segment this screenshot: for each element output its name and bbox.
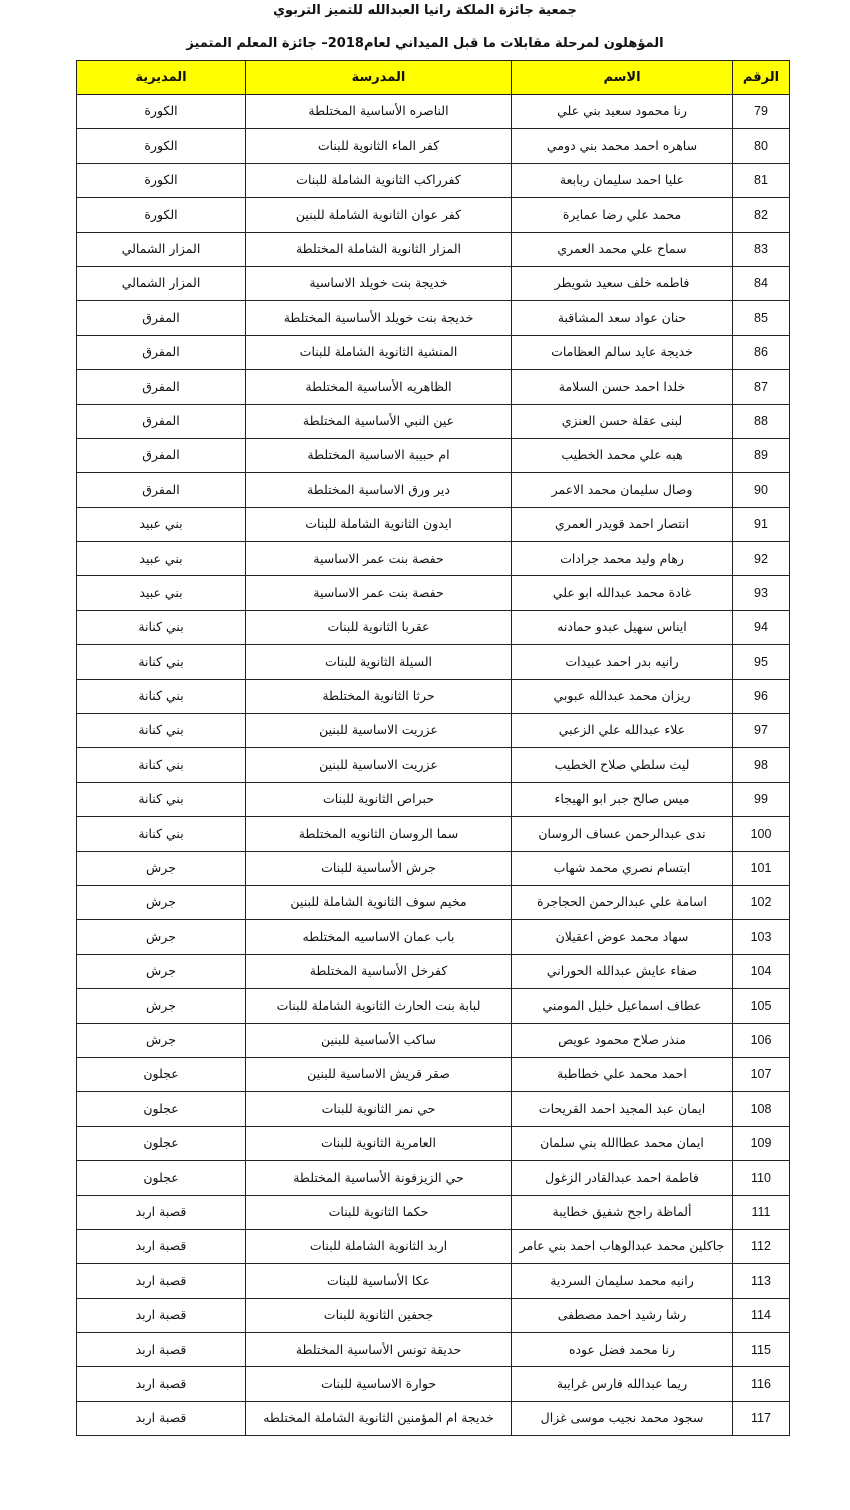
- table-row: [77, 370, 790, 404]
- row-school: حرثا الثانوية المختلطة: [246, 679, 512, 713]
- row-number: 81: [733, 163, 790, 197]
- row-directorate: المفرق: [77, 473, 246, 507]
- row-school: جحفين الثانوية للبنات: [246, 1298, 512, 1332]
- row-name: خلدا احمد حسن السلامة: [512, 370, 733, 404]
- row-name: خديجة عايد سالم العظامات: [512, 335, 733, 369]
- row-directorate: جرش: [77, 1023, 246, 1057]
- row-number: 93: [733, 576, 790, 610]
- table-row: [77, 679, 790, 713]
- row-name: ساهره احمد محمد بني دومي: [512, 129, 733, 163]
- row-school: حفصة بنت عمر الاساسية: [246, 542, 512, 576]
- row-directorate: قصبة اربد: [77, 1195, 246, 1229]
- row-directorate: جرش: [77, 989, 246, 1023]
- row-name: سماح علي محمد العمري: [512, 232, 733, 266]
- row-number: 105: [733, 989, 790, 1023]
- row-school: حي نمر الثانوية للبنات: [246, 1092, 512, 1126]
- table-row: [77, 748, 790, 782]
- row-directorate: المفرق: [77, 370, 246, 404]
- row-number: 109: [733, 1126, 790, 1160]
- table-row: [77, 1298, 790, 1332]
- row-school: كفرراكب الثانوية الشاملة للبنات: [246, 163, 512, 197]
- row-number: 113: [733, 1264, 790, 1298]
- row-number: 102: [733, 885, 790, 919]
- table-row: [77, 851, 790, 885]
- table-row: [77, 507, 790, 541]
- row-school: خديجة بنت خويلد الأساسية المختلطة: [246, 301, 512, 335]
- row-name: رانيه محمد سليمان السردية: [512, 1264, 733, 1298]
- row-directorate: الكورة: [77, 129, 246, 163]
- row-directorate: قصبة اربد: [77, 1367, 246, 1401]
- row-number: 87: [733, 370, 790, 404]
- row-directorate: المفرق: [77, 404, 246, 438]
- column-header-directorate: المديرية: [77, 61, 246, 95]
- row-school: العامرية الثانوية للبنات: [246, 1126, 512, 1160]
- row-directorate: الكورة: [77, 163, 246, 197]
- row-directorate: بني كنانة: [77, 817, 246, 851]
- row-number: 110: [733, 1161, 790, 1195]
- row-directorate: جرش: [77, 885, 246, 919]
- row-directorate: بني كنانة: [77, 610, 246, 644]
- row-number: 103: [733, 920, 790, 954]
- row-number: 101: [733, 851, 790, 885]
- row-school: عين النبي الأساسية المختلطة: [246, 404, 512, 438]
- row-number: 117: [733, 1401, 790, 1435]
- row-number: 90: [733, 473, 790, 507]
- row-directorate: قصبة اربد: [77, 1333, 246, 1367]
- row-name: سهاد محمد عوض اعقيلان: [512, 920, 733, 954]
- candidates-table: [76, 60, 790, 1436]
- table-row: [77, 714, 790, 748]
- column-header-number: الرقم: [733, 61, 790, 95]
- row-directorate: قصبة اربد: [77, 1298, 246, 1332]
- table-row: [77, 404, 790, 438]
- table-row: [77, 645, 790, 679]
- row-directorate: قصبة اربد: [77, 1264, 246, 1298]
- row-name: جاكلين محمد عبدالوهاب احمد بني عامر: [512, 1229, 733, 1263]
- row-school: الناصره الأساسية المختلطة: [246, 95, 512, 129]
- row-name: عليا احمد سليمان ربابعة: [512, 163, 733, 197]
- row-school: صقر قريش الاساسية للبنين: [246, 1057, 512, 1091]
- table-row: [77, 1333, 790, 1367]
- row-school: حي الزيزفونة الأساسية المختلطة: [246, 1161, 512, 1195]
- row-school: ام حبيبة الاساسية المختلطة: [246, 438, 512, 472]
- row-school: حكما الثانوية للبنات: [246, 1195, 512, 1229]
- row-school: خديجة بنت خويلد الاساسية: [246, 266, 512, 300]
- table-row: [77, 335, 790, 369]
- row-school: ايدون الثانوية الشاملة للبنات: [246, 507, 512, 541]
- row-school: سما الروسان الثانويه المختلطة: [246, 817, 512, 851]
- row-number: 96: [733, 679, 790, 713]
- table-row: [77, 198, 790, 232]
- row-name: فاطمه خلف سعيد شويطر: [512, 266, 733, 300]
- table-row: [77, 1264, 790, 1298]
- row-school: ساكب الأساسية للبنين: [246, 1023, 512, 1057]
- row-directorate: المفرق: [77, 438, 246, 472]
- row-directorate: قصبة اربد: [77, 1401, 246, 1435]
- row-number: 106: [733, 1023, 790, 1057]
- row-number: 116: [733, 1367, 790, 1401]
- row-school: خديجة ام المؤمنين الثانوية الشاملة المختلطه: [246, 1401, 512, 1435]
- row-name: ليث سلطي صلاح الخطيب: [512, 748, 733, 782]
- row-directorate: عجلون: [77, 1057, 246, 1091]
- table-row: [77, 989, 790, 1023]
- row-directorate: المزار الشمالي: [77, 266, 246, 300]
- row-name: ندى عبدالرحمن عساف الروسان: [512, 817, 733, 851]
- table-row: [77, 163, 790, 197]
- row-number: 92: [733, 542, 790, 576]
- table-row: [77, 1126, 790, 1160]
- row-school: حديقة تونس الأساسية المختلطة: [246, 1333, 512, 1367]
- row-school: عزريت الاساسية للبنين: [246, 714, 512, 748]
- row-name: فاطمة احمد عبدالقادر الزغول: [512, 1161, 733, 1195]
- row-name: احمد محمد علي خطاطبة: [512, 1057, 733, 1091]
- row-number: 107: [733, 1057, 790, 1091]
- row-number: 112: [733, 1229, 790, 1263]
- row-directorate: جرش: [77, 920, 246, 954]
- row-number: 100: [733, 817, 790, 851]
- row-school: كفرخل الأساسية المختلطة: [246, 954, 512, 988]
- row-number: 79: [733, 95, 790, 129]
- row-number: 94: [733, 610, 790, 644]
- row-number: 114: [733, 1298, 790, 1332]
- table-row: [77, 95, 790, 129]
- row-name: ميس صالح جبر ابو الهيجاء: [512, 782, 733, 816]
- table-body: [77, 95, 790, 1436]
- document-subtitle: المؤهلون لمرحلة مقابلات ما قبل الميداني لعام2018– جائزة المعلم المتميز: [186, 36, 664, 51]
- row-directorate: قصبة اربد: [77, 1229, 246, 1263]
- row-directorate: بني كنانة: [77, 645, 246, 679]
- row-name: حنان عواد سعد المشاقبة: [512, 301, 733, 335]
- row-directorate: بني كنانة: [77, 782, 246, 816]
- row-name: ابتسام نصري محمد شهاب: [512, 851, 733, 885]
- row-name: علاء عبدالله علي الزعبي: [512, 714, 733, 748]
- row-number: 84: [733, 266, 790, 300]
- column-header-school: المدرسة: [246, 61, 512, 95]
- row-school: باب عمان الاساسيه المختلطه: [246, 920, 512, 954]
- table-row: [77, 782, 790, 816]
- row-name: رنا محمود سعيد بني علي: [512, 95, 733, 129]
- table-row: [77, 1401, 790, 1435]
- row-name: محمد علي رضا عمايرة: [512, 198, 733, 232]
- table-row: [77, 920, 790, 954]
- row-name: صفاء عايش عبدالله الحوراني: [512, 954, 733, 988]
- row-school: المزار الثانوية الشاملة المختلطة: [246, 232, 512, 266]
- row-school: حفصة بنت عمر الاساسية: [246, 576, 512, 610]
- table-row: [77, 438, 790, 472]
- column-header-name: الاسم: [512, 61, 733, 95]
- row-name: ريما عبدالله فارس غرايبة: [512, 1367, 733, 1401]
- row-name: انتصار احمد قويدر العمري: [512, 507, 733, 541]
- row-name: ايمان محمد عطاالله بني سلمان: [512, 1126, 733, 1160]
- row-school: المنشية الثانوية الشاملة للبنات: [246, 335, 512, 369]
- row-directorate: بني عبيد: [77, 542, 246, 576]
- row-school: عقربا الثانوية للبنات: [246, 610, 512, 644]
- row-number: 80: [733, 129, 790, 163]
- table-row: [77, 129, 790, 163]
- table-row: [77, 266, 790, 300]
- row-directorate: جرش: [77, 954, 246, 988]
- row-school: اربد الثانوية الشاملة للبنات: [246, 1229, 512, 1263]
- row-number: 86: [733, 335, 790, 369]
- row-name: رهام وليد محمد جرادات: [512, 542, 733, 576]
- row-number: 108: [733, 1092, 790, 1126]
- table-row: [77, 576, 790, 610]
- table-row: [77, 301, 790, 335]
- row-name: ايمان عبد المجيد احمد القريحات: [512, 1092, 733, 1126]
- row-school: جرش الأساسية للبنات: [246, 851, 512, 885]
- row-number: 98: [733, 748, 790, 782]
- row-name: منذر صلاح محمود عويص: [512, 1023, 733, 1057]
- table-row: [77, 1057, 790, 1091]
- row-school: دير ورق الاساسية المختلطة: [246, 473, 512, 507]
- row-school: عزريت الاساسية للبنين: [246, 748, 512, 782]
- table-row: [77, 610, 790, 644]
- table-row: [77, 1195, 790, 1229]
- table-row: [77, 542, 790, 576]
- table-row: [77, 1092, 790, 1126]
- row-name: غادة محمد عبدالله ابو علي: [512, 576, 733, 610]
- table-row: [77, 885, 790, 919]
- row-number: 85: [733, 301, 790, 335]
- row-number: 83: [733, 232, 790, 266]
- row-name: رشا رشيد احمد مصطفى: [512, 1298, 733, 1332]
- row-name: رانيه بدر احمد عبيدات: [512, 645, 733, 679]
- row-school: الظاهريه الأساسية المختلطة: [246, 370, 512, 404]
- row-directorate: الكورة: [77, 95, 246, 129]
- row-school: كفر الماء الثانوية للبنات: [246, 129, 512, 163]
- row-number: 99: [733, 782, 790, 816]
- row-directorate: جرش: [77, 851, 246, 885]
- table-header-row: [77, 61, 790, 95]
- table-row: [77, 954, 790, 988]
- table-row: [77, 232, 790, 266]
- row-directorate: عجلون: [77, 1161, 246, 1195]
- row-name: عطاف اسماعيل خليل المومني: [512, 989, 733, 1023]
- row-directorate: بني كنانة: [77, 714, 246, 748]
- row-school: السيلة الثانوية للبنات: [246, 645, 512, 679]
- row-number: 91: [733, 507, 790, 541]
- row-school: كفر عوان الثانوية الشاملة للبنين: [246, 198, 512, 232]
- row-name: هبه علي محمد الخطيب: [512, 438, 733, 472]
- row-number: 89: [733, 438, 790, 472]
- row-number: 104: [733, 954, 790, 988]
- row-directorate: عجلون: [77, 1092, 246, 1126]
- row-name: لبنى عقلة حسن العنزي: [512, 404, 733, 438]
- row-name: ريزان محمد عبدالله عبوبي: [512, 679, 733, 713]
- row-directorate: الكورة: [77, 198, 246, 232]
- row-number: 115: [733, 1333, 790, 1367]
- row-number: 111: [733, 1195, 790, 1229]
- row-number: 88: [733, 404, 790, 438]
- row-number: 82: [733, 198, 790, 232]
- row-name: سجود محمد نجيب موسى غزال: [512, 1401, 733, 1435]
- table-row: [77, 1229, 790, 1263]
- row-directorate: المفرق: [77, 335, 246, 369]
- document-title: جمعية جائزة الملكة رانيا العبدالله للتميز التربوي: [273, 3, 577, 18]
- table-row: [77, 473, 790, 507]
- row-directorate: المفرق: [77, 301, 246, 335]
- row-name: اسامة علي عبدالرحمن الحجاجرة: [512, 885, 733, 919]
- row-school: لبابة بنت الحارث الثانوية الشاملة للبنات: [246, 989, 512, 1023]
- row-number: 95: [733, 645, 790, 679]
- row-name: ايناس سهيل عبدو حمادنه: [512, 610, 733, 644]
- row-school: عكا الأساسية للبنات: [246, 1264, 512, 1298]
- table-row: [77, 1023, 790, 1057]
- row-school: مخيم سوف الثانوية الشاملة للبنين: [246, 885, 512, 919]
- row-name: ألماظة راجح شفيق خطايبة: [512, 1195, 733, 1229]
- row-directorate: بني كنانة: [77, 679, 246, 713]
- table-row: [77, 817, 790, 851]
- table-row: [77, 1161, 790, 1195]
- row-directorate: بني عبيد: [77, 507, 246, 541]
- row-name: رنا محمد فضل عوده: [512, 1333, 733, 1367]
- row-number: 97: [733, 714, 790, 748]
- row-directorate: المزار الشمالي: [77, 232, 246, 266]
- row-directorate: عجلون: [77, 1126, 246, 1160]
- table-row: [77, 1367, 790, 1401]
- row-directorate: بني كنانة: [77, 748, 246, 782]
- row-name: وصال سليمان محمد الاعمر: [512, 473, 733, 507]
- row-school: حبراص الثانوية للبنات: [246, 782, 512, 816]
- row-school: حوارة الاساسية للبنات: [246, 1367, 512, 1401]
- row-directorate: بني عبيد: [77, 576, 246, 610]
